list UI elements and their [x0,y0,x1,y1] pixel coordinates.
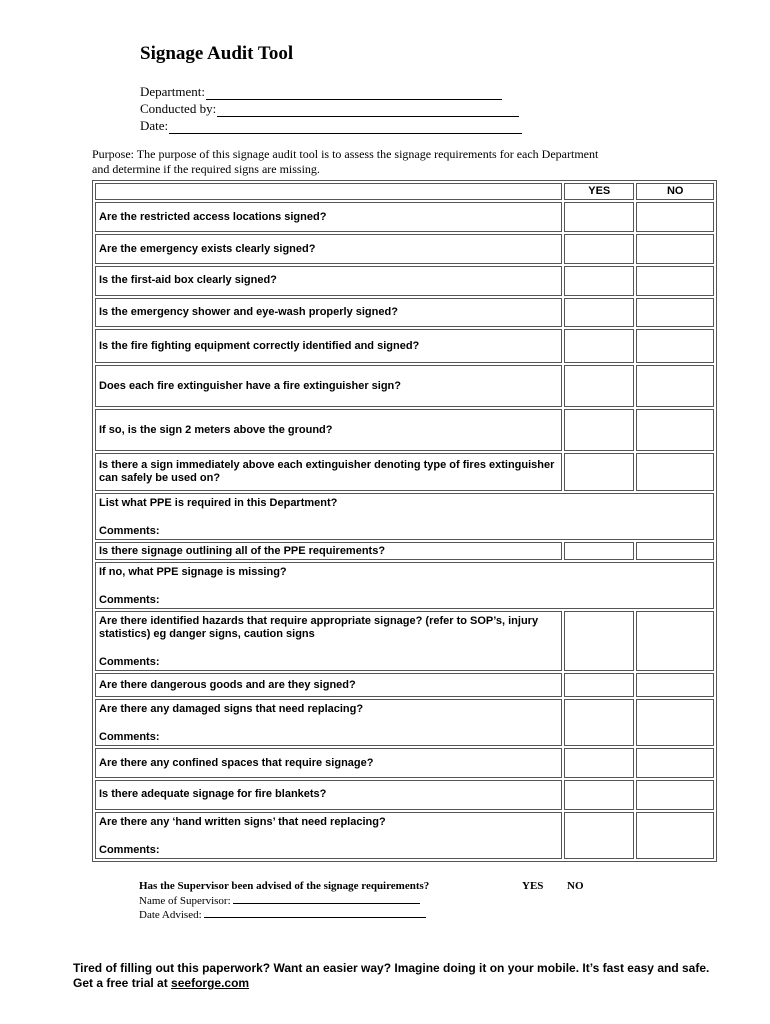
no-cell[interactable] [636,234,714,264]
question-cell: Is there a sign immediately above each extinguisher denoting type of fires extinguisher can safely be used on? [95,453,562,491]
question-cell: Is the fire fighting equipment correctly identified and signed? [95,329,562,363]
table-row [95,298,714,328]
yes-cell[interactable] [564,234,634,264]
no-cell[interactable] [636,365,714,407]
question-cell: Are the emergency exists clearly signed? [95,234,562,264]
question-cell [95,699,562,746]
no-cell[interactable] [636,453,714,491]
no-cell[interactable] [636,266,714,296]
supervisor-name-line[interactable] [233,894,420,904]
table-row [95,699,714,746]
no-cell[interactable] [636,202,714,232]
comments-label: Comments: [99,525,160,538]
table-row [95,329,714,363]
document-title: Signage Audit Tool [140,43,294,64]
no-cell[interactable] [636,298,714,328]
yes-cell[interactable] [564,365,634,407]
table-row [95,453,714,491]
table-row [95,562,714,609]
question-cell: Are the restricted access locations signed? [95,202,562,232]
table-row [95,365,714,407]
conducted-by-line[interactable] [217,104,519,117]
supervisor-name-field[interactable] [139,894,599,909]
no-cell[interactable] [636,542,714,559]
table-row [95,748,714,778]
conducted-by-field[interactable] [140,101,519,117]
supervisor-question: Has the Supervisor been advised of the signage requirements? [139,880,430,892]
no-cell[interactable] [636,329,714,363]
department-line[interactable] [206,87,502,100]
question-text: Are there identified hazards that require appropriate signage? (refer to SOP’s, injury statistics) eg danger signs, caution signs [99,614,539,640]
audit-table [92,180,717,862]
question-cell [95,611,562,672]
yes-cell[interactable] [564,542,634,559]
no-cell[interactable] [636,673,714,697]
question-cell: Does each fire extinguisher have a fire extinguisher sign? [95,365,562,407]
table-row [95,611,714,672]
date-advised-field[interactable] [139,908,599,923]
question-cell: Are there dangerous goods and are they signed? [95,673,562,697]
footer-promo [73,961,709,991]
yes-cell[interactable] [564,748,634,778]
table-row [95,234,714,264]
comments-label: Comments: [99,731,160,744]
question-text: Are there any ‘hand written signs’ that need replacing? [99,815,386,828]
no-cell[interactable] [636,812,714,859]
yes-cell[interactable] [564,202,634,232]
table-row [95,266,714,296]
yes-cell[interactable] [564,812,634,859]
purpose-text: Purpose: The purpose of this signage audit tool is to assess the signage requirements for each Department and determine if the required signs are missing. [92,147,599,176]
comments-label: Comments: [99,655,160,668]
yes-cell[interactable] [564,611,634,672]
question-cell: Is there adequate signage for fire blankets? [95,780,562,810]
date-label: Date: [140,118,169,133]
yes-cell[interactable] [564,453,634,491]
footer-line-2 [73,976,709,991]
yes-cell[interactable] [564,329,634,363]
date-field[interactable] [140,118,522,134]
question-cell-wide[interactable] [95,562,714,609]
comments-label: Comments: [99,593,160,606]
supervisor-yes-option[interactable]: YES [522,880,544,892]
no-column-header: NO [636,183,714,200]
table-row [95,493,714,540]
department-field[interactable] [140,84,502,100]
department-label: Department: [140,84,205,99]
yes-cell[interactable] [564,298,634,328]
question-cell: Are there any confined spaces that require signage? [95,748,562,778]
date-advised-label: Date Advised: [139,909,205,921]
header-blank-cell [95,183,562,200]
table-row [95,409,714,451]
question-text: If no, what PPE signage is missing? [99,565,287,578]
no-cell[interactable] [636,780,714,810]
no-cell[interactable] [636,611,714,672]
question-cell: Is the emergency shower and eye-wash properly signed? [95,298,562,328]
question-cell: Is there signage outlining all of the PPE requirements? [95,542,562,559]
question-cell: Is the first-aid box clearly signed? [95,266,562,296]
table-row [95,673,714,697]
yes-cell[interactable] [564,673,634,697]
question-cell: If so, is the sign 2 meters above the ground? [95,409,562,451]
table-row [95,812,714,859]
no-cell[interactable] [636,748,714,778]
question-text: List what PPE is required in this Department? [99,497,338,510]
free-trial-link[interactable]: seeforge.com [171,976,250,990]
supervisor-name-label: Name of Supervisor: [139,894,234,907]
date-advised-line[interactable] [204,908,426,918]
question-text: Are there any damaged signs that need replacing? [99,703,364,716]
supervisor-no-option[interactable]: NO [567,880,584,892]
no-cell[interactable] [636,699,714,746]
comments-label: Comments: [99,843,160,856]
table-header-row [95,183,714,200]
question-cell-wide[interactable] [95,493,714,540]
no-cell[interactable] [636,409,714,451]
yes-cell[interactable] [564,699,634,746]
date-line[interactable] [169,121,522,134]
footer-line-1: Tired of filling out this paperwork? Want an easier way? Imagine doing it on your mobile. It’s fast easy and safe. [73,961,710,975]
yes-cell[interactable] [564,409,634,451]
question-cell [95,812,562,859]
yes-cell[interactable] [564,780,634,810]
table-row [95,202,714,232]
table-row [95,780,714,810]
yes-column-header: YES [564,183,634,200]
yes-cell[interactable] [564,266,634,296]
footer-line-2-prefix: Get a free trial at [73,976,172,990]
conducted-by-label: Conducted by: [140,101,217,116]
table-row [95,542,714,559]
